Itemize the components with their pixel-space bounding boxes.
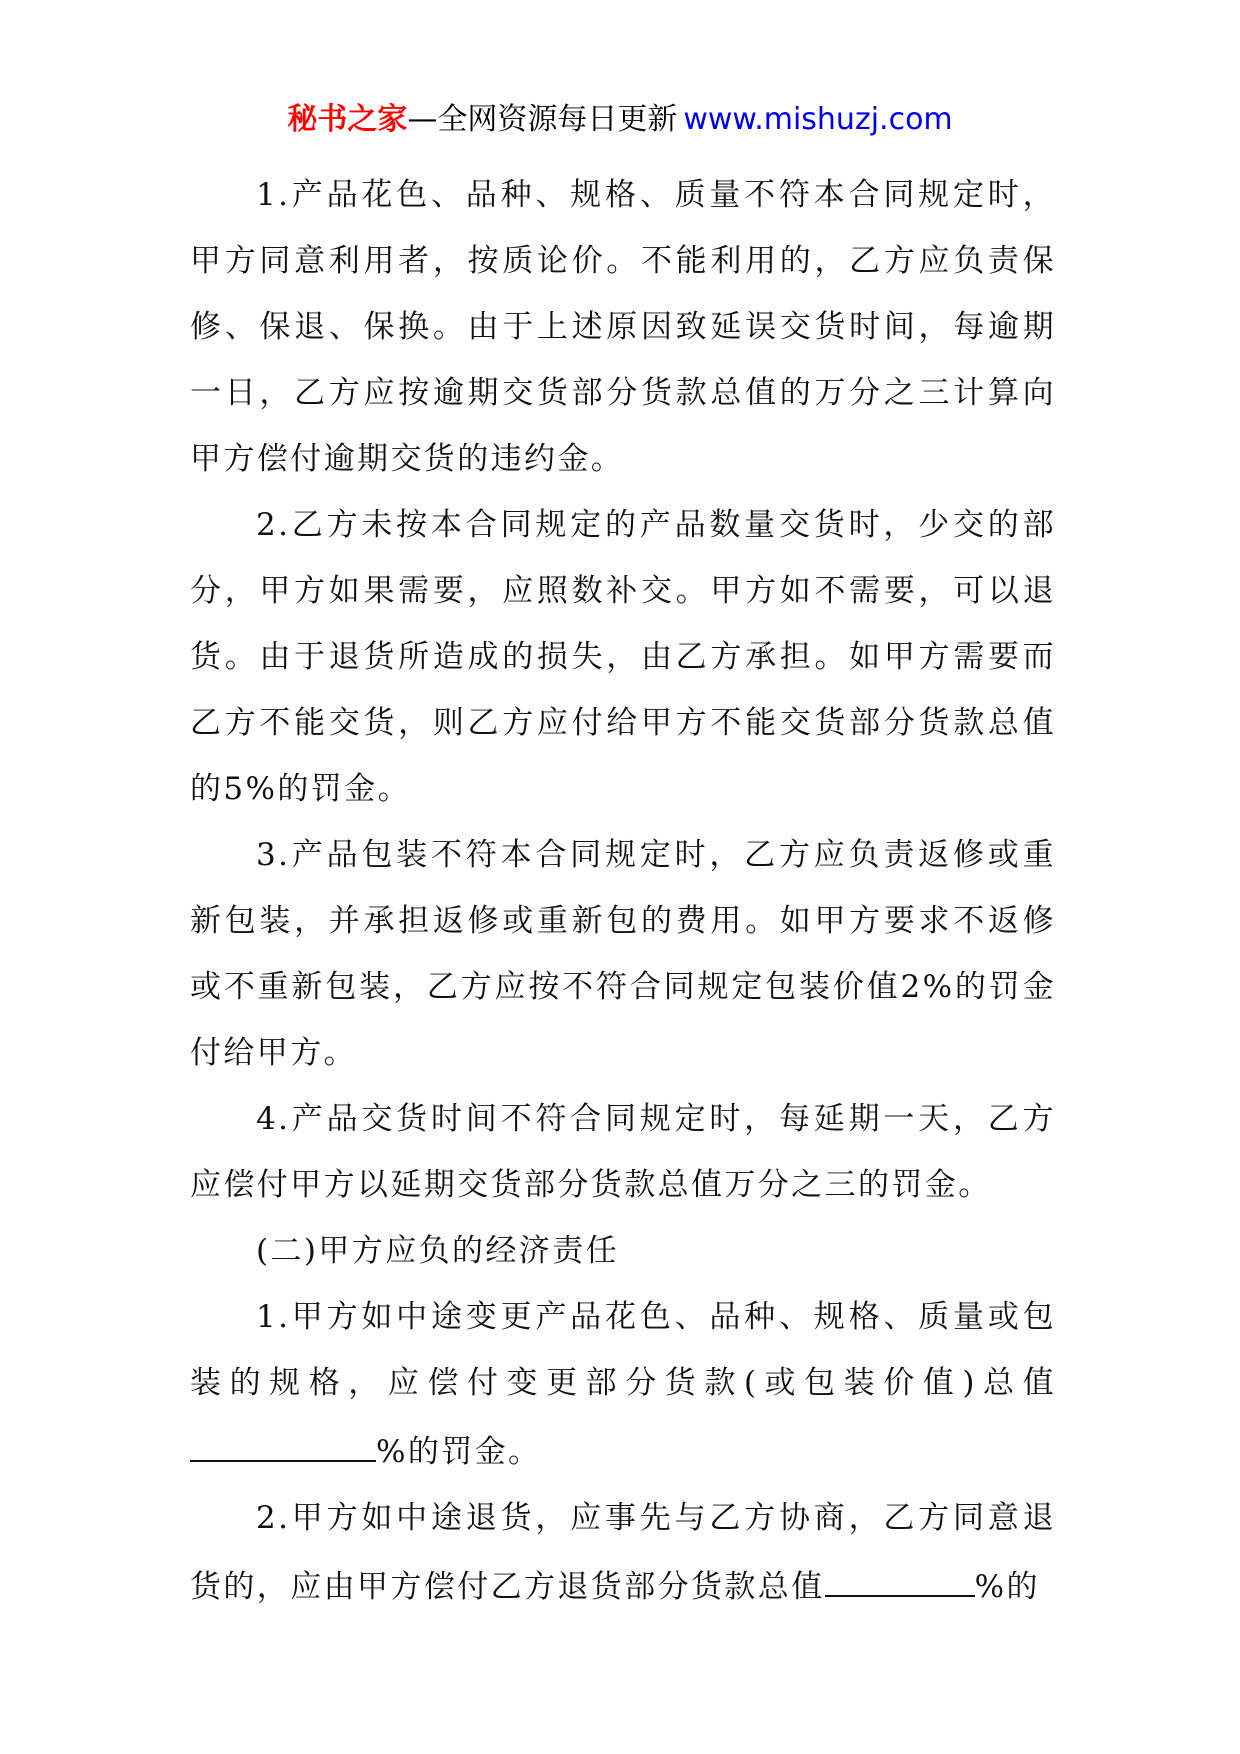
header-url-link[interactable]: www.mishuzj.com [683,102,953,137]
paragraph-6-suffix: %的 [974,1569,1040,1605]
paragraph-4: 4.产品交货时间不符合同规定时，每延期一天，乙方应偿付甲方以延期交货部分货款总值万分之三的罚金。 [190,1101,1056,1203]
paragraph-6 [190,1485,1056,1620]
paragraph-6-text: 2.甲方如中途退货，应事先与乙方协商，乙方同意退货的，应由甲方偿付乙方退货部分货款总值 [190,1500,1056,1605]
section-heading: (二)甲方应负的经济责任 [256,1233,619,1269]
header-tagline: —全网资源每日更新 [407,102,678,137]
paragraph-5 [190,1284,1056,1485]
blank-line [190,1416,340,1462]
paragraph-5-suffix: %的罚金。 [376,1434,542,1470]
page-header [0,100,1240,140]
blank-line [825,1551,975,1597]
paragraph-1: 1.产品花色、品种、规格、质量不符本合同规定时，甲方同意利用者，按质论价。不能利用的，乙方应负责保修、保退、保换。由于上述原因致延误交货时间，每逾期一日，乙方应按逾期交货部分货款总值的万分之三计算向甲方偿付逾期交货的违约金。 [190,177,1056,477]
paragraph-2: 2.乙方未按本合同规定的产品数量交货时，少交的部分，甲方如果需要，应照数补交。甲方如不需要，可以退货。由于退货所造成的损失，由乙方承担。如甲方需要而乙方不能交货，则乙方应付给甲方不能交货部分货款总值的5%的罚金。 [190,507,1056,807]
header-brand: 秘书之家 [287,102,408,137]
blank-line [340,1416,376,1462]
paragraph-5-text: 1.甲方如中途变更产品花色、品种、规格、质量或包装的规格，应偿付变更部分货款(或包装价值)总值 [190,1299,1056,1401]
paragraph-3: 3.产品包装不符本合同规定时，乙方应负责返修或重新包装，并承担返修或重新包的费用。如甲方要求不返修或不重新包装，乙方应按不符合同规定包装价值2%的罚金付给甲方。 [190,837,1056,1071]
document-body [190,162,1056,1620]
